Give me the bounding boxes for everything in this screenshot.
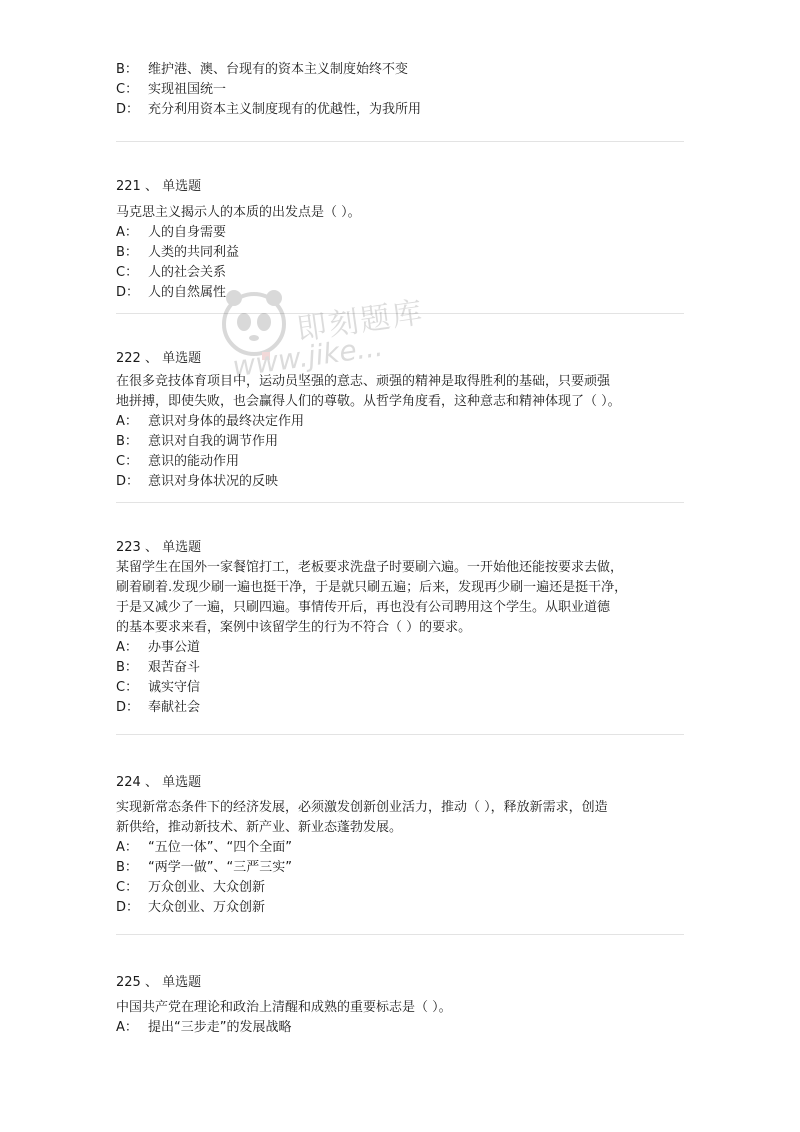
option-d (116, 898, 688, 918)
stem-line: 实现新常态条件下的经济发展，必须激发创新创业活力，推动（ ），释放新需求，创造 (116, 800, 608, 815)
question-header (116, 349, 688, 369)
option-text: 意识对自我的调节作用 (148, 434, 279, 449)
question-stem (116, 998, 688, 1018)
question-type: 单选题 (162, 351, 202, 366)
divider (116, 934, 684, 935)
option-text: 人的自然属性 (148, 285, 227, 300)
option-d (116, 283, 688, 303)
previous-question-options (116, 60, 688, 120)
stem-line: 某留学生在国外一家餐馆打工，老板要求洗盘子时要刷六遍。一开始他还能按要求去做， (116, 560, 624, 575)
option-d (116, 100, 688, 120)
option-letter: C： (116, 454, 139, 469)
question-header (116, 538, 688, 558)
stem-line: 马克思主义揭示人的本质的出发点是（ ）。 (116, 205, 361, 220)
question-type: 单选题 (162, 540, 202, 555)
option-text: 意识对身体状况的反映 (148, 474, 279, 489)
option-d (116, 472, 688, 492)
option-text: “五位一体”、“四个全面” (148, 840, 292, 855)
option-text: 大众创业、万众创新 (148, 900, 266, 915)
option-text: 诚实守信 (148, 680, 201, 695)
option-text: 充分利用资本主义制度现有的优越性，为我所用 (148, 102, 422, 117)
question-number: 225 (116, 975, 141, 990)
option-b (116, 432, 688, 452)
option-letter: C： (116, 82, 139, 97)
option-c (116, 80, 688, 100)
option-text: “两学一做”、“三严三实” (148, 860, 292, 875)
option-text: 提出“三步走”的发展战略 (148, 1020, 292, 1035)
question-type: 单选题 (162, 179, 202, 194)
option-text: 人的自身需要 (148, 225, 227, 240)
question-header (116, 773, 688, 793)
option-b (116, 858, 688, 878)
stem-line: 的基本要求来看，案例中该留学生的行为不符合（ ）的要求。 (116, 620, 472, 635)
question-header (116, 177, 688, 197)
option-a (116, 223, 688, 243)
question-separator: 、 (144, 540, 158, 555)
option-text: 实现祖国统一 (148, 82, 227, 97)
stem-line: 中国共产党在理论和政治上清醒和成熟的重要标志是（ ）。 (116, 1000, 452, 1015)
option-letter: A： (116, 1020, 138, 1035)
stem-line: 地拼搏，即使失败，也会赢得人们的尊敬。从哲学角度看，这种意志和精神体现了（ ）。 (116, 394, 621, 409)
divider (116, 141, 684, 142)
option-text: 办事公道 (148, 640, 201, 655)
option-letter: A： (116, 225, 138, 240)
question-stem (116, 203, 688, 223)
question-list (116, 60, 688, 1038)
option-a (116, 638, 688, 658)
stem-line: 刷着刷着.发现少刷一遍也挺干净，于是就只刷五遍；后来，发现再少刷一遍还是挺干净， (116, 580, 628, 595)
question-number: 222 (116, 351, 141, 366)
divider (116, 734, 684, 735)
option-b (116, 243, 688, 263)
question-stem (116, 558, 688, 638)
option-letter: D： (116, 102, 140, 117)
question-225 (116, 973, 688, 1038)
option-c (116, 452, 688, 472)
option-letter: B： (116, 860, 138, 875)
option-letter: B： (116, 245, 138, 260)
stem-line: 在很多竞技体育项目中，运动员坚强的意志、顽强的精神是取得胜利的基础，只要顽强 (116, 374, 611, 389)
stem-line: 于是又减少了一遍，只刷四遍。事情传开后，再也没有公司聘用这个学生。从职业道德 (116, 600, 611, 615)
option-text: 意识的能动作用 (148, 454, 240, 469)
option-text: 万众创业、大众创新 (148, 880, 266, 895)
option-a (116, 838, 688, 858)
stem-line: 新供给，推动新技术、新产业、新业态蓬勃发展。 (116, 820, 403, 835)
option-text: 人的社会关系 (148, 265, 227, 280)
question-separator: 、 (144, 775, 158, 790)
option-c (116, 678, 688, 698)
option-b (116, 60, 688, 80)
option-letter: B： (116, 660, 138, 675)
divider (116, 313, 684, 314)
option-a (116, 412, 688, 432)
question-stem (116, 798, 688, 838)
divider (116, 502, 684, 503)
option-text: 维护港、澳、台现有的资本主义制度始终不变 (148, 62, 409, 77)
option-letter: C： (116, 880, 139, 895)
option-letter: A： (116, 840, 138, 855)
watermark-url: www.jike... (230, 329, 386, 384)
watermark-brand: 即刻题库 (294, 295, 427, 348)
option-c (116, 263, 688, 283)
option-b (116, 658, 688, 678)
option-letter: B： (116, 434, 138, 449)
question-222 (116, 349, 688, 492)
option-letter: D： (116, 474, 140, 489)
option-letter: A： (116, 414, 138, 429)
question-number: 224 (116, 775, 141, 790)
question-number: 221 (116, 179, 141, 194)
question-221 (116, 177, 688, 303)
option-letter: A： (116, 640, 138, 655)
option-letter: C： (116, 265, 139, 280)
question-separator: 、 (144, 179, 158, 194)
question-number: 223 (116, 540, 141, 555)
option-d (116, 698, 688, 718)
option-letter: D： (116, 285, 140, 300)
question-224 (116, 773, 688, 918)
option-a (116, 1018, 688, 1038)
option-c (116, 878, 688, 898)
question-223 (116, 538, 688, 718)
question-separator: 、 (144, 975, 158, 990)
question-type: 单选题 (162, 775, 202, 790)
question-header (116, 973, 688, 993)
question-separator: 、 (144, 351, 158, 366)
option-text: 奉献社会 (148, 700, 201, 715)
question-type: 单选题 (162, 975, 202, 990)
option-text: 艰苦奋斗 (148, 660, 201, 675)
question-stem (116, 372, 688, 412)
option-text: 人类的共同利益 (148, 245, 240, 260)
option-letter: C： (116, 680, 139, 695)
option-letter: D： (116, 900, 140, 915)
option-letter: B： (116, 62, 138, 77)
option-text: 意识对身体的最终决定作用 (148, 414, 305, 429)
option-letter: D： (116, 700, 140, 715)
